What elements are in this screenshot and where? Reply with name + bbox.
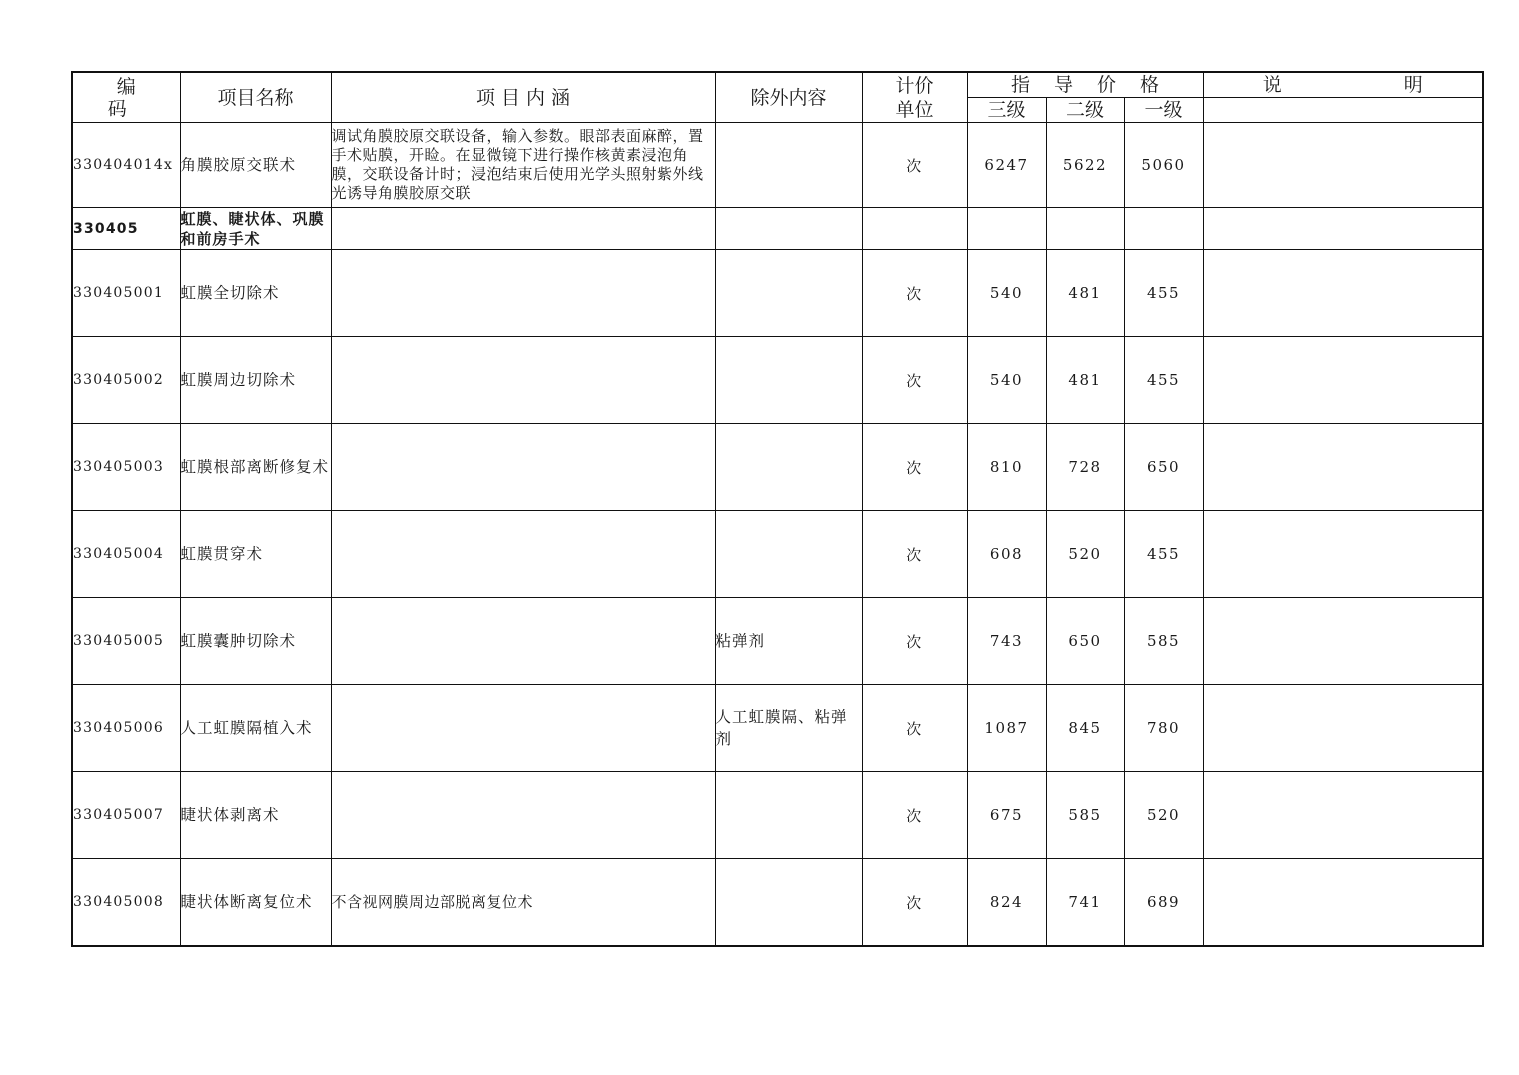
row-code: 330404014x (72, 123, 180, 208)
row-price-level2: 481 (1046, 250, 1124, 337)
row-price-level1: 689 (1124, 859, 1203, 947)
row-unit: 次 (862, 598, 967, 685)
row-unit: 次 (862, 511, 967, 598)
row-price-level1 (1124, 208, 1203, 250)
row-note (1203, 424, 1483, 511)
row-code: 330405004 (72, 511, 180, 598)
row-content (331, 685, 715, 772)
header-note: 说 明 (1203, 72, 1483, 98)
row-exclusions (715, 337, 862, 424)
row-price-level1: 5060 (1124, 123, 1203, 208)
section-row (72, 208, 1483, 250)
row-unit: 次 (862, 772, 967, 859)
row-name: 虹膜根部离断修复术 (180, 424, 331, 511)
row-name: 人工虹膜隔植入术 (180, 685, 331, 772)
row-note (1203, 511, 1483, 598)
row-price-level3: 675 (967, 772, 1046, 859)
row-code: 330405006 (72, 685, 180, 772)
row-price-level1: 455 (1124, 337, 1203, 424)
row-note (1203, 598, 1483, 685)
row-price-level2 (1046, 208, 1124, 250)
header-name: 项目名称 (180, 72, 331, 123)
row-content (331, 772, 715, 859)
row-exclusions (715, 424, 862, 511)
row-price-level3: 6247 (967, 123, 1046, 208)
table-row (72, 250, 1483, 337)
row-price-level2: 520 (1046, 511, 1124, 598)
row-name: 睫状体断离复位术 (180, 859, 331, 947)
header-level1: 一级 (1124, 98, 1203, 123)
header-content: 项 目 内 涵 (331, 72, 715, 123)
table-row (72, 123, 1483, 208)
row-content (331, 208, 715, 250)
row-code: 330405008 (72, 859, 180, 947)
row-price-level2: 5622 (1046, 123, 1124, 208)
row-exclusions (715, 511, 862, 598)
row-price-level3: 608 (967, 511, 1046, 598)
row-price-level3 (967, 208, 1046, 250)
table-row (72, 424, 1483, 511)
row-exclusions (715, 123, 862, 208)
price-table (71, 71, 1484, 947)
row-exclusions (715, 859, 862, 947)
row-code: 330405001 (72, 250, 180, 337)
header-exclusions: 除外内容 (715, 72, 862, 123)
row-note (1203, 250, 1483, 337)
table-row (72, 685, 1483, 772)
row-content (331, 250, 715, 337)
row-note (1203, 123, 1483, 208)
row-note (1203, 772, 1483, 859)
table-row (72, 511, 1483, 598)
row-code: 330405 (72, 208, 180, 250)
row-price-level3: 540 (967, 337, 1046, 424)
row-unit (862, 208, 967, 250)
row-name: 虹膜贯穿术 (180, 511, 331, 598)
row-price-level2: 728 (1046, 424, 1124, 511)
row-unit: 次 (862, 337, 967, 424)
header-level2: 二级 (1046, 98, 1124, 123)
header-price-group: 指 导 价 格 (967, 72, 1203, 98)
table-row (72, 337, 1483, 424)
row-name: 虹膜囊肿切除术 (180, 598, 331, 685)
table-row (72, 772, 1483, 859)
row-unit: 次 (862, 685, 967, 772)
row-code: 330405007 (72, 772, 180, 859)
row-note (1203, 859, 1483, 947)
row-content (331, 511, 715, 598)
row-code: 330405003 (72, 424, 180, 511)
row-name: 角膜胶原交联术 (180, 123, 331, 208)
row-exclusions (715, 772, 862, 859)
row-price-level2: 741 (1046, 859, 1124, 947)
table-header (72, 72, 1483, 123)
row-price-level3: 1087 (967, 685, 1046, 772)
header-level3: 三级 (967, 98, 1046, 123)
header-code: 编 码 (72, 72, 180, 123)
row-content (331, 598, 715, 685)
row-name: 虹膜、睫状体、巩膜和前房手术 (180, 208, 331, 250)
row-exclusions (715, 250, 862, 337)
row-price-level2: 650 (1046, 598, 1124, 685)
row-note (1203, 208, 1483, 250)
row-content (331, 337, 715, 424)
row-price-level3: 743 (967, 598, 1046, 685)
table-row (72, 598, 1483, 685)
row-unit: 次 (862, 424, 967, 511)
row-price-level1: 650 (1124, 424, 1203, 511)
row-unit: 次 (862, 123, 967, 208)
row-name: 睫状体剥离术 (180, 772, 331, 859)
row-content: 调试角膜胶原交联设备，输入参数。眼部表面麻醉，置手术贴膜，开睑。在显微镜下进行操作核黄素浸泡角膜，交联设备计时；浸泡结束后使用光学头照射紫外线光诱导角膜胶原交联 (331, 123, 715, 208)
row-note (1203, 337, 1483, 424)
row-code: 330405002 (72, 337, 180, 424)
row-code: 330405005 (72, 598, 180, 685)
row-unit: 次 (862, 250, 967, 337)
row-content (331, 424, 715, 511)
row-price-level1: 780 (1124, 685, 1203, 772)
header-unit: 计价 单位 (862, 72, 967, 123)
row-price-level2: 481 (1046, 337, 1124, 424)
row-unit: 次 (862, 859, 967, 947)
row-exclusions: 粘弹剂 (715, 598, 862, 685)
row-exclusions (715, 208, 862, 250)
row-price-level3: 810 (967, 424, 1046, 511)
row-price-level3: 540 (967, 250, 1046, 337)
row-exclusions: 人工虹膜隔、粘弹剂 (715, 685, 862, 772)
table-row (72, 859, 1483, 947)
row-name: 虹膜周边切除术 (180, 337, 331, 424)
row-note (1203, 685, 1483, 772)
row-price-level3: 824 (967, 859, 1046, 947)
row-price-level1: 455 (1124, 250, 1203, 337)
row-price-level1: 585 (1124, 598, 1203, 685)
row-price-level2: 845 (1046, 685, 1124, 772)
row-name: 虹膜全切除术 (180, 250, 331, 337)
row-price-level2: 585 (1046, 772, 1124, 859)
header-note-blank (1203, 98, 1483, 123)
row-price-level1: 455 (1124, 511, 1203, 598)
row-content: 不含视网膜周边部脱离复位术 (331, 859, 715, 947)
table-body (72, 123, 1483, 947)
row-price-level1: 520 (1124, 772, 1203, 859)
